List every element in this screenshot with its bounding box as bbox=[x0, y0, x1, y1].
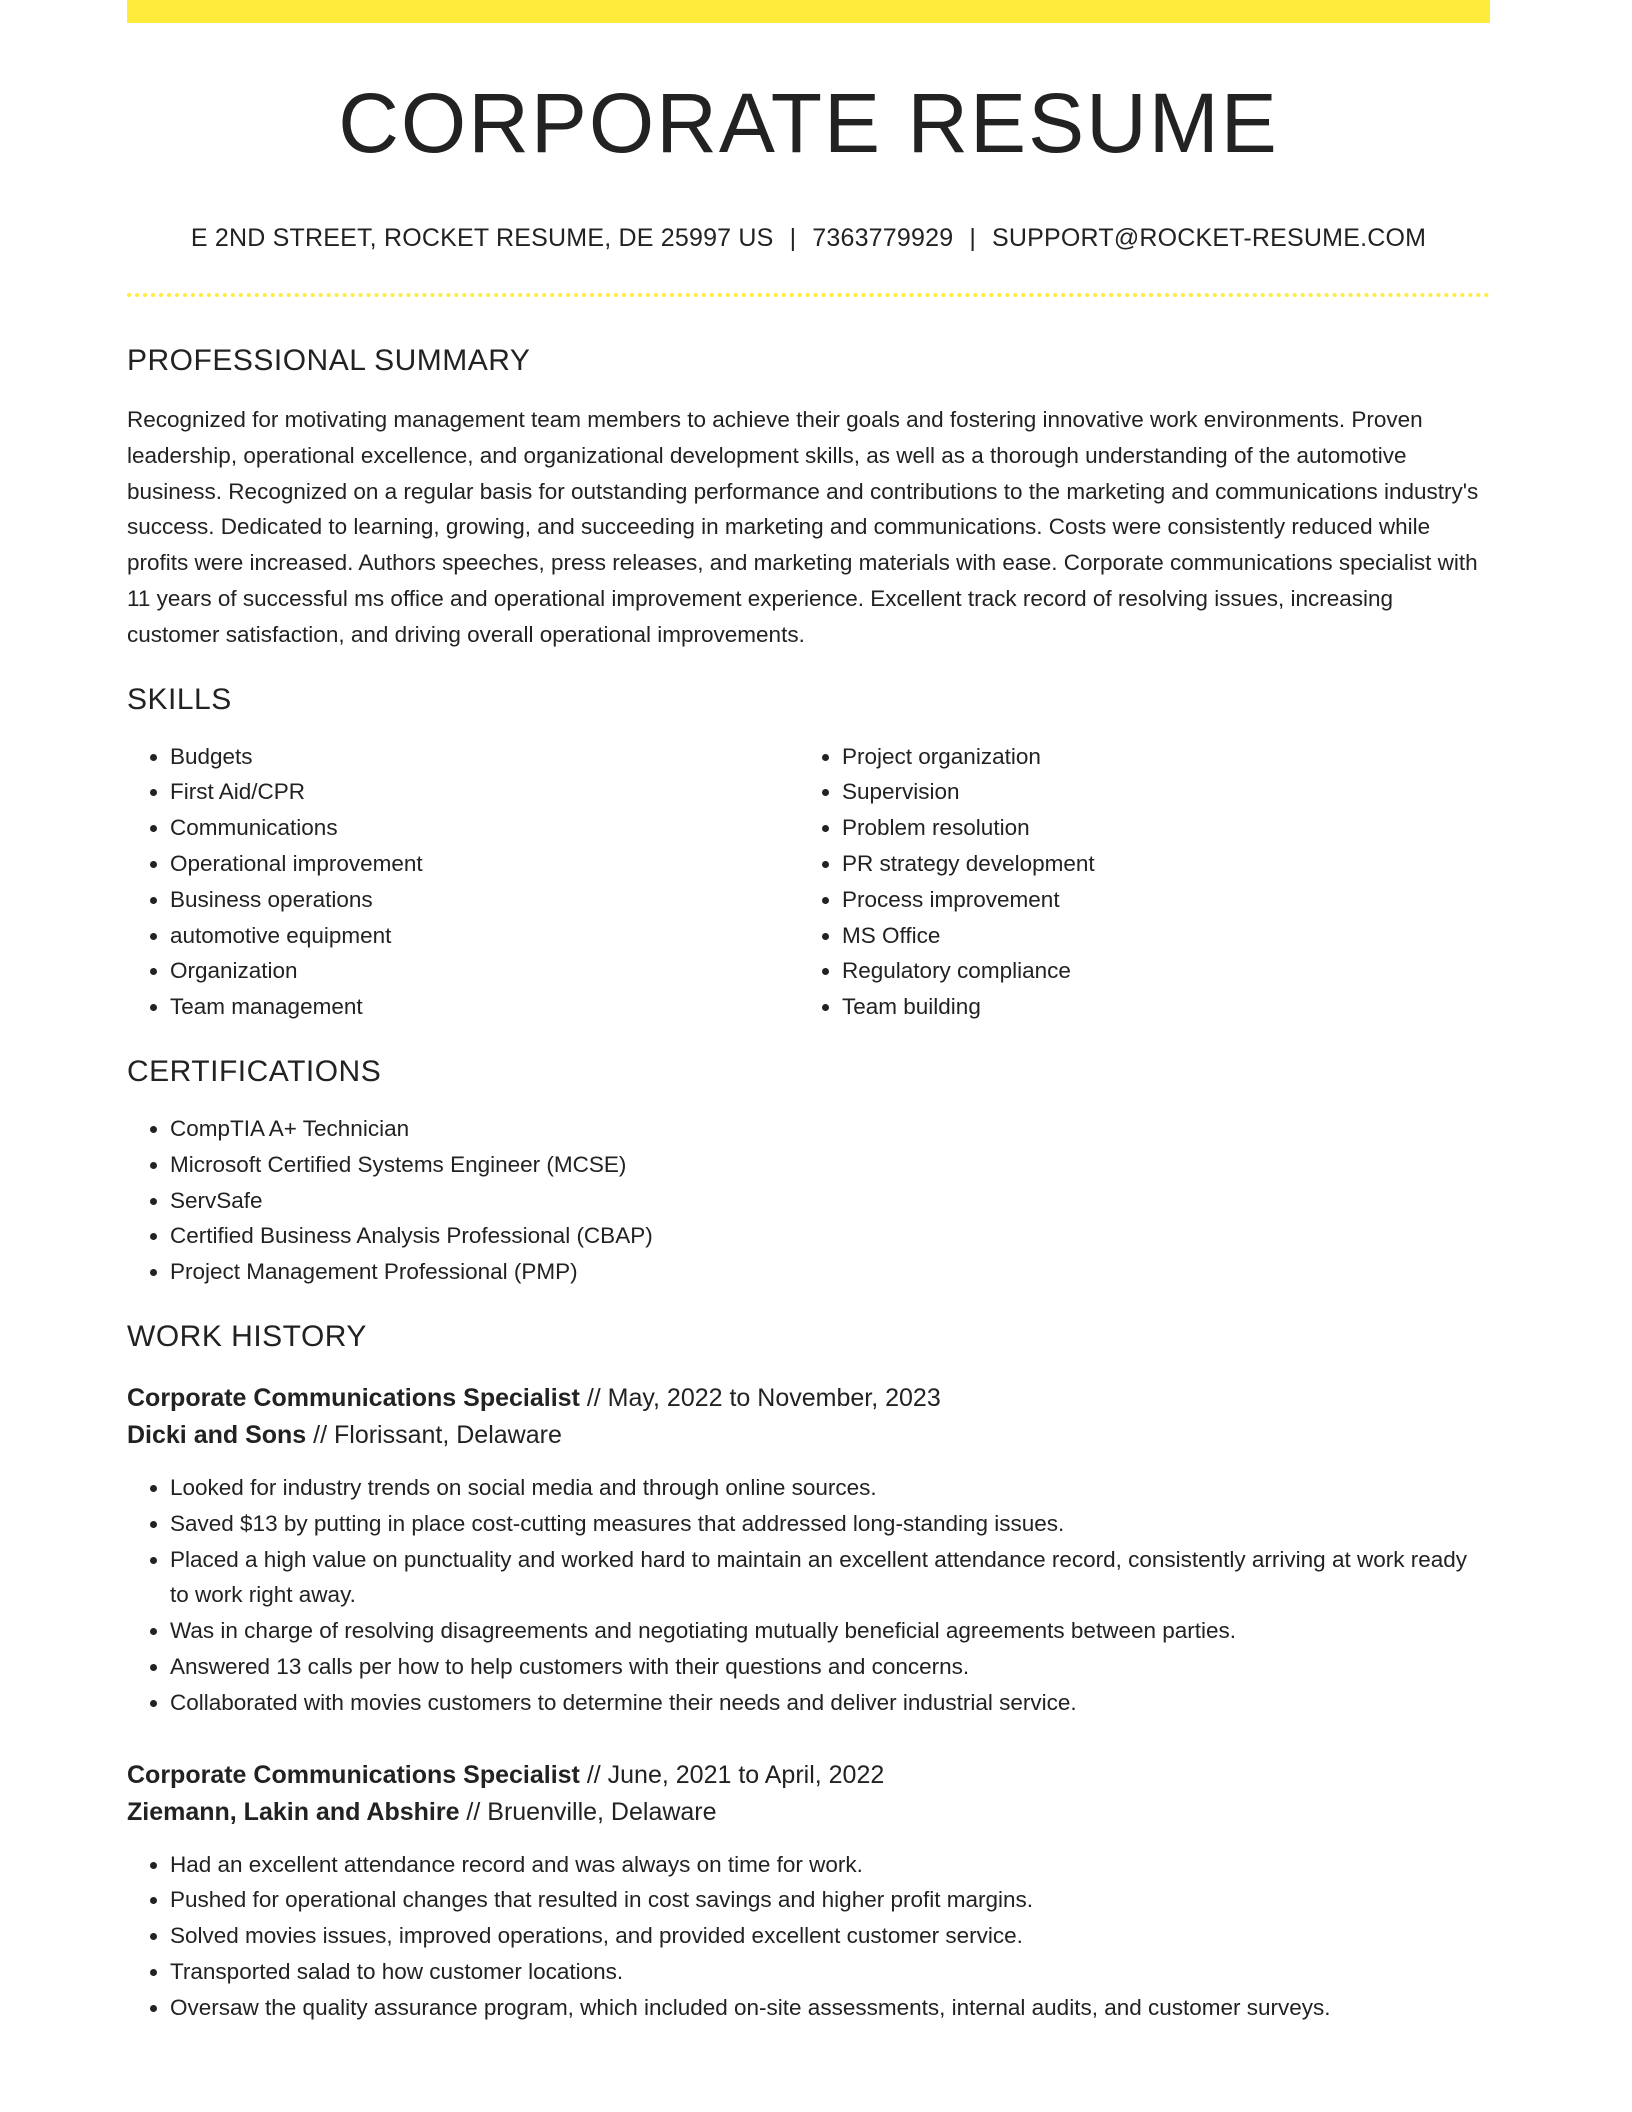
skills-list-right bbox=[799, 739, 1471, 1025]
certifications-section bbox=[127, 1055, 1490, 1290]
contact-phone: 7363779929 bbox=[812, 224, 954, 252]
contact-separator: | bbox=[789, 224, 797, 252]
job-dates: // June, 2021 to April, 2022 bbox=[579, 1760, 885, 1789]
contact-line bbox=[127, 224, 1490, 253]
skill-item: • automotive equipment bbox=[170, 918, 799, 954]
work-history-section bbox=[127, 1320, 1490, 2026]
job-title-line bbox=[127, 1757, 1490, 1794]
certification-item: • CompTIA A+ Technician bbox=[170, 1111, 1490, 1147]
skill-item: • MS Office bbox=[842, 918, 1471, 954]
job-duties-list bbox=[127, 1470, 1490, 1721]
skill-item: • Project organization bbox=[842, 739, 1471, 775]
job-company-line bbox=[127, 1794, 1490, 1831]
skill-item: • Regulatory compliance bbox=[842, 953, 1471, 989]
skill-item: • First Aid/CPR bbox=[170, 774, 799, 810]
summary-text: Recognized for motivating management team members to achieve their goals and fostering innovative work environments. Proven leadership, operational excellence, and organizational development skills, as well as a thorough understanding of the automotive business. Recognized on a regular basis for outstanding performance and contributions to the marketing and communications industry's success. Dedicated to learning, growing, and succeeding in marketing and communications. Costs were consistently reduced while profits were increased. Authors speeches, press releases, and marketing materials with ease. Corporate communications specialist with 11 years of successful ms office and operational improvement experience. Excellent track record of resolving issues, increasing customer satisfaction, and driving overall operational improvements. bbox=[127, 407, 1479, 647]
skills-heading: SKILLS bbox=[127, 682, 232, 716]
skill-item: • Team building bbox=[842, 989, 1471, 1025]
job-duty-item: • Oversaw the quality assurance program, which included on-site assessments, internal audits, and customer surveys. bbox=[170, 1990, 1490, 2026]
job-company: Dicki and Sons bbox=[127, 1420, 307, 1449]
dotted-divider bbox=[127, 293, 1490, 297]
skill-item: • Budgets bbox=[170, 739, 799, 775]
skills-column-right bbox=[799, 739, 1471, 1025]
job-duty-item: • Pushed for operational changes that resulted in cost savings and higher profit margins. bbox=[170, 1882, 1490, 1918]
job-duty-item: • Had an excellent attendance record and was always on time for work. bbox=[170, 1847, 1490, 1883]
job-title: Corporate Communications Specialist bbox=[127, 1383, 580, 1412]
resume-page bbox=[127, 0, 1490, 2026]
job-location: // Florissant, Delaware bbox=[306, 1420, 562, 1449]
skills-list-left bbox=[127, 739, 799, 1025]
skills-grid bbox=[127, 739, 1490, 1025]
resume-name: CORPORATE RESUME bbox=[338, 76, 1279, 170]
certifications-heading: CERTIFICATIONS bbox=[127, 1054, 382, 1088]
job-duties-list bbox=[127, 1847, 1490, 2026]
skill-item: • Team management bbox=[170, 989, 799, 1025]
job-company-line bbox=[127, 1417, 1490, 1454]
skill-item: • Process improvement bbox=[842, 882, 1471, 918]
job-dates: // May, 2022 to November, 2023 bbox=[579, 1383, 941, 1412]
skills-section bbox=[127, 683, 1490, 1025]
job-duty-item: • Solved movies issues, improved operations, and provided excellent customer service. bbox=[170, 1918, 1490, 1954]
skill-item: • Problem resolution bbox=[842, 810, 1471, 846]
job-duty-item: • Transported salad to how customer locations. bbox=[170, 1954, 1490, 1990]
skill-item: • Supervision bbox=[842, 774, 1471, 810]
job-location: // Bruenville, Delaware bbox=[459, 1797, 717, 1826]
job-duty-item: • Collaborated with movies customers to determine their needs and deliver industrial service. bbox=[170, 1685, 1490, 1721]
job-duty-item: • Was in charge of resolving disagreements and negotiating mutually beneficial agreements between parties. bbox=[170, 1613, 1490, 1649]
accent-top-bar bbox=[127, 0, 1490, 23]
contact-address: E 2ND STREET, ROCKET RESUME, DE 25997 US bbox=[190, 224, 774, 252]
certification-item: • ServSafe bbox=[170, 1183, 1490, 1219]
skill-item: • Communications bbox=[170, 810, 799, 846]
job-duty-item: • Placed a high value on punctuality and worked hard to maintain an excellent attendance record, consistently arriving at work ready to work right away. bbox=[170, 1542, 1490, 1614]
job-entry bbox=[127, 1757, 1490, 2026]
certification-item: • Project Management Professional (PMP) bbox=[170, 1254, 1490, 1290]
job-entry bbox=[127, 1380, 1490, 1721]
job-company: Ziemann, Lakin and Abshire bbox=[127, 1797, 460, 1826]
work-history-heading: WORK HISTORY bbox=[127, 1319, 367, 1353]
skill-item: • PR strategy development bbox=[842, 846, 1471, 882]
certifications-list bbox=[127, 1111, 1490, 1290]
skills-column-left bbox=[127, 739, 799, 1025]
job-duty-item: • Looked for industry trends on social media and through online sources. bbox=[170, 1470, 1490, 1506]
skill-item: • Organization bbox=[170, 953, 799, 989]
skill-item: • Business operations bbox=[170, 882, 799, 918]
summary-section bbox=[127, 344, 1490, 653]
job-title-line bbox=[127, 1380, 1490, 1417]
summary-heading: PROFESSIONAL SUMMARY bbox=[127, 344, 531, 377]
job-duty-item: • Saved $13 by putting in place cost-cutting measures that addressed long-standing issues. bbox=[170, 1506, 1490, 1542]
job-duty-item: • Answered 13 calls per how to help customers with their questions and concerns. bbox=[170, 1649, 1490, 1685]
contact-email: SUPPORT@ROCKET-RESUME.COM bbox=[992, 224, 1427, 252]
skill-item: • Operational improvement bbox=[170, 846, 799, 882]
contact-separator: | bbox=[969, 224, 977, 252]
certification-item: • Microsoft Certified Systems Engineer (MCSE) bbox=[170, 1147, 1490, 1183]
job-title: Corporate Communications Specialist bbox=[127, 1760, 580, 1789]
certification-item: • Certified Business Analysis Professional (CBAP) bbox=[170, 1218, 1490, 1254]
